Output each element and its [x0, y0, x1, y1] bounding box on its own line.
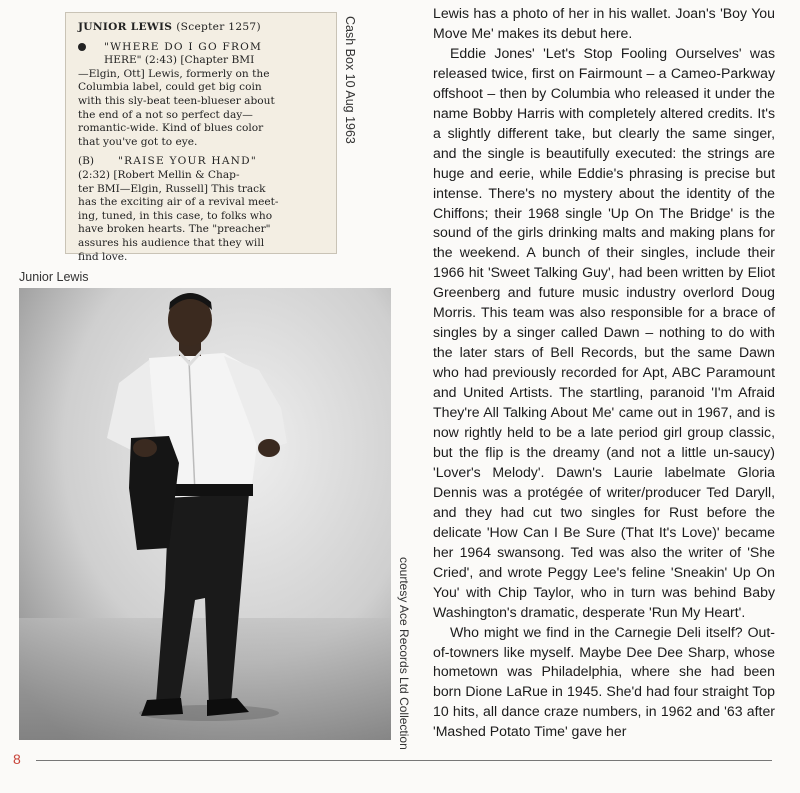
- side-b-title: "RAISE YOUR HAND": [118, 155, 257, 168]
- pick-bullet-icon: [78, 43, 86, 51]
- side-a-review-line: the end of a not so perfect day—: [78, 108, 253, 121]
- photo-caption: Junior Lewis: [19, 270, 89, 284]
- side-b-review-line: (2:32) [Robert Mellin & Chap-: [78, 168, 240, 181]
- clipping-label: (Scepter 1257): [176, 21, 261, 33]
- side-b-label: (B): [78, 155, 95, 168]
- side-a-review: [78, 68, 326, 150]
- side-b-review-line: assures his audience that they will: [78, 236, 265, 249]
- footer-rule: [36, 760, 772, 761]
- side-b-review-line: ter BMI—Elgin, Russell] This track: [78, 182, 266, 195]
- page-number: 8: [13, 751, 21, 767]
- clipping-header: [78, 21, 326, 35]
- side-a-review-line: with this sly-beat teen-blueser about: [78, 94, 275, 107]
- side-a-review-line: that you've got to eye.: [78, 135, 198, 148]
- junior-lewis-photo: [19, 288, 391, 740]
- side-a-line2: HERE" (2:43) [Chapter BMI: [104, 54, 255, 67]
- paragraph-1: Lewis has a photo of her in his wallet. Joan's 'Boy You Move Me' makes its debut here.: [433, 5, 775, 41]
- clipping-credit: Cash Box 10 Aug 1963: [343, 16, 357, 144]
- paragraph-3: Who might we find in the Carnegie Deli itself? Out-of-towners like myself. Maybe Dee Dee Sharp, whose hometown was Philadelphia, where she had been born Dione LaRue in 1945. She'd had four straight Top 10 hits, all dance craze numbers, in 1962 and '63 after 'Mashed Potato Time' gave her: [433, 623, 775, 740]
- side-a-review-line: romantic-wide. Kind of blues color: [78, 122, 264, 135]
- side-a-title: "WHERE DO I GO FROM: [104, 40, 263, 53]
- side-a-review-line: Columbia label, could get big coin: [78, 81, 262, 94]
- side-b-review-line: ing, tuned, in this case, to folks who: [78, 209, 273, 222]
- side-b-review-line: find love.: [78, 250, 128, 263]
- clipping-artist: JUNIOR LEWIS: [78, 21, 173, 33]
- paragraph-2: Eddie Jones' 'Let's Stop Fooling Ourselves' was released twice, first on Fairmount – a Cameo-Parkway offshoot – then by Columbia who released it under the name Bobby Harris with completely altered credits. It's a slightly different take, but clearly the same singer, and the single is beautifully executed: the strings are huge and eerie, while Eddie's phrasing is precise but intense. There's no mystery about the identity of the Chiffons; their 1968 single 'Up On The Bridge' is the sound of the girls drinking malts and making plans for the weekend. A bunch of their singles, include their 1966 hit 'Sweet Talking Guy', had been written by Eliot Greenberg and future music industry overlord Doug Morris. This team was also responsible for a brace of singles by a singer called Dawn – nothing to do with the later stars of Bell Records, but the same Dawn who had previously recorded for Apt, ABC Paramount and United Artists. The startling, paranoid 'I'm Afraid They're All Talking About Me' came out in 1967, and is now rightly held to be a late period girl group classic, but the flip is the dreamy (and not a little un-saucy) 'Lover's Melody'. Dawn's Laurie labelmate Gloria Dennis was a protégée of writer/producer Ted Daryll, and they had cut two singles for Rust before the delicate 'How Can I Be Sure (That It's Love)' became her 1964 swansong. Ted was also the writer of 'She Cried', and wrote Peggy Lee's feline 'Sneakin' Up On You' with Chip Taylor, who in turn was behind Baby Washington's dramatic, desperate 'Run My Heart'.: [433, 44, 775, 620]
- cash-box-clipping: [65, 12, 337, 263]
- side-b-review: [78, 169, 326, 264]
- side-b-review-line: have broken hearts. The "preacher": [78, 223, 271, 236]
- article-body: [433, 4, 775, 742]
- side-a-review-line: —Elgin, Ott] Lewis, formerly on the: [78, 67, 270, 80]
- side-b-review-line: has the exciting air of a revival meet-: [78, 196, 279, 209]
- photo-credit: courtesy Ace Records Ltd Collection: [397, 557, 411, 750]
